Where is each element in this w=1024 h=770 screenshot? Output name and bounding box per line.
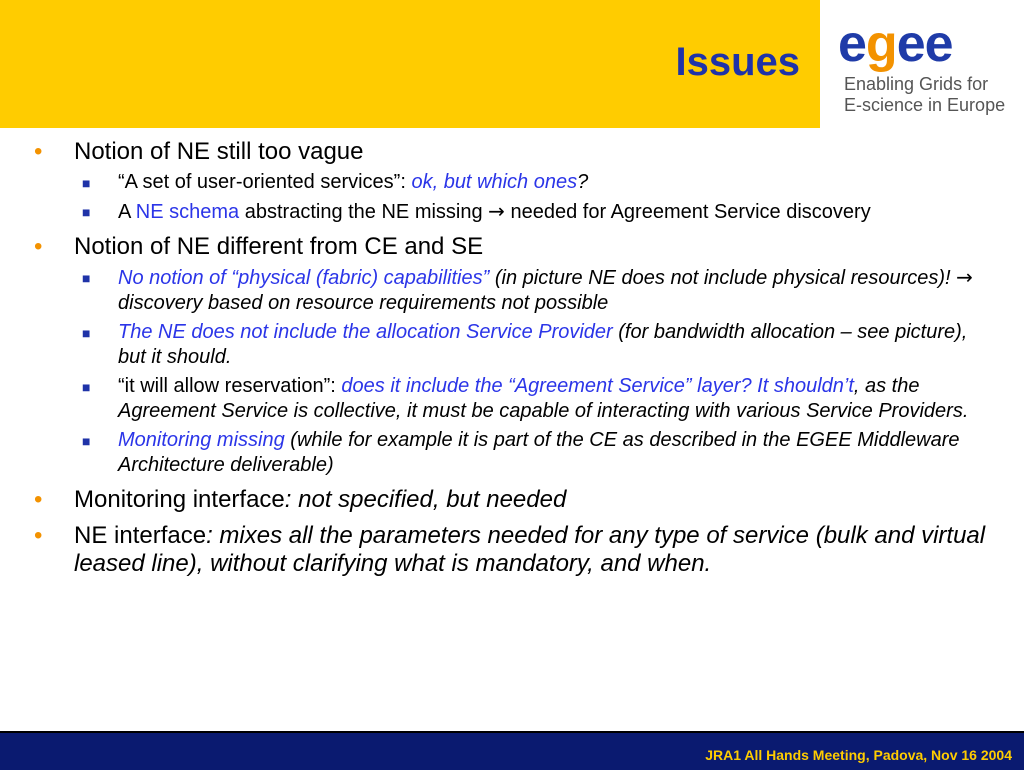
sub-bullet-allocation: ■ The NE does not include the allocation Service Provider (for bandwidth allocation – see picture), but it should.	[82, 321, 968, 368]
square-bullet-icon: ■	[82, 175, 91, 191]
sub-bullet-physical: ■ No notion of “physical (fabric) capabilities” (in picture NE does not include physical resources)! → discovery based on resource requirements not possible	[82, 265, 973, 314]
square-bullet-icon: ■	[82, 270, 91, 286]
bullet-monitoring-interface: • Monitoring interface: not specified, but needed	[34, 486, 567, 513]
bullet-ne-interface: • NE interface: mixes all the parameters needed for any type of service (bulk and virtual leased line), without clarifying what is mandatory, and when.	[34, 522, 986, 577]
square-bullet-icon: ■	[82, 433, 91, 449]
egee-logo	[838, 15, 1008, 118]
sub-bullet-monitoring: ■ Monitoring missing (while for example it is part of the CE as described in the EGEE Middleware Architecture deliverable)	[82, 429, 960, 476]
square-bullet-icon: ■	[82, 379, 91, 395]
sub-bullet-ne-schema: ■ A NE schema abstracting the NE missing → needed for Agreement Service discovery	[82, 199, 871, 223]
logo-tagline: Enabling Grids for E-science in Europe	[844, 74, 1006, 115]
bullet-ne-different: • Notion of NE different from CE and SE	[34, 233, 484, 260]
bullet-ne-vague: • Notion of NE still too vague	[34, 138, 364, 165]
arrow-right-icon: →	[956, 265, 973, 289]
square-bullet-icon: ■	[82, 325, 91, 341]
arrow-right-icon: →	[488, 199, 505, 223]
bullet-dot-icon: •	[34, 486, 43, 513]
footer-bar	[0, 731, 1024, 770]
sub-bullet-services: ■ “A set of user-oriented services”: ok, but which ones?	[34, 170, 999, 195]
bullet-dot-icon: •	[34, 233, 43, 260]
slide-content	[34, 134, 999, 578]
slide-title: Issues	[675, 40, 800, 84]
sub-bullet-reservation: ■ “it will allow reservation”: does it include the “Agreement Service” layer? It shouldn’t, as the Agreement Service is collective, it must be capable of interacting with various Service Providers.	[82, 375, 969, 422]
logo-wordmark: egee	[838, 15, 953, 73]
bullet-dot-icon: •	[34, 522, 43, 549]
bullet-dot-icon: •	[34, 138, 43, 165]
square-bullet-icon: ■	[82, 204, 91, 220]
footer-text: JRA1 All Hands Meeting, Padova, Nov 16 2004	[705, 747, 1012, 763]
